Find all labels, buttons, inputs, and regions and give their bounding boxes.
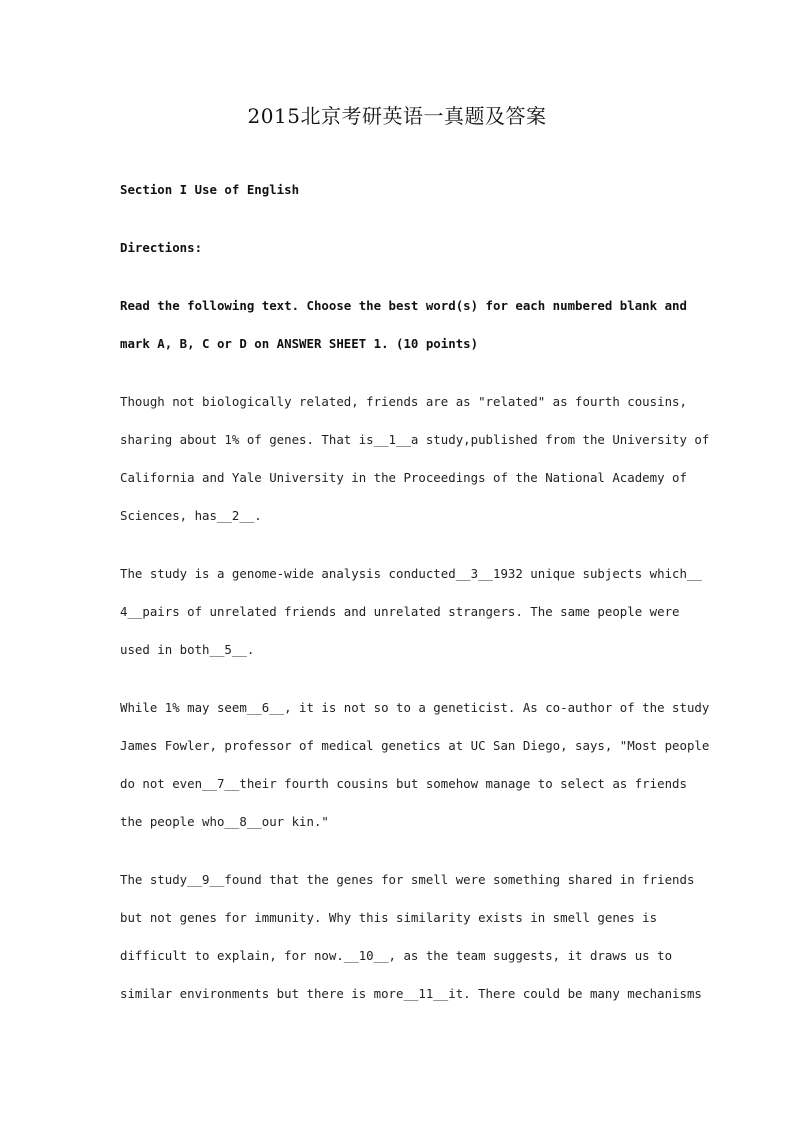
directions-label: Directions:: [120, 240, 203, 255]
instruction-line: Read the following text. Choose the best word(s) for each numbered blank and: [120, 298, 687, 313]
paragraph-line: do not even__7__their fourth cousins but somehow manage to select as friends: [120, 776, 687, 791]
paragraph-line: used in both__5__.: [120, 642, 255, 657]
instruction-line: mark A, B, C or D on ANSWER SHEET 1. (10 points): [120, 336, 479, 351]
paragraph-line: the people who__8__our kin.": [120, 814, 329, 829]
document-title: 2015北京考研英语一真题及答案: [247, 104, 547, 128]
paragraph-line: Though not biologically related, friends are as "related" as fourth cousins,: [120, 394, 687, 409]
paragraph-line: The study is a genome-wide analysis conducted__3__1932 unique subjects which__: [120, 566, 702, 581]
paragraph-line: James Fowler, professor of medical genetics at UC San Diego, says, "Most people: [120, 738, 710, 753]
paragraph-line: difficult to explain, for now.__10__, as the team suggests, it draws us to: [120, 948, 673, 963]
paragraph-line: similar environments but there is more__11__it. There could be many mechanisms: [120, 986, 702, 1001]
section-heading: Section I Use of English: [120, 182, 300, 197]
paragraph-line: California and Yale University in the Proceedings of the National Academy of: [120, 470, 687, 485]
paragraph-line: While 1% may seem__6__, it is not so to a geneticist. As co-author of the study: [120, 700, 710, 715]
paragraph-line: The study__9__found that the genes for smell were something shared in friends: [120, 872, 695, 887]
paragraph-line: sharing about 1% of genes. That is__1__a study,published from the University of: [120, 432, 710, 447]
paragraph-line: but not genes for immunity. Why this similarity exists in smell genes is: [120, 910, 658, 925]
paragraph-line: 4__pairs of unrelated friends and unrelated strangers. The same people were: [120, 604, 680, 619]
paragraph-line: Sciences, has__2__.: [120, 508, 262, 523]
